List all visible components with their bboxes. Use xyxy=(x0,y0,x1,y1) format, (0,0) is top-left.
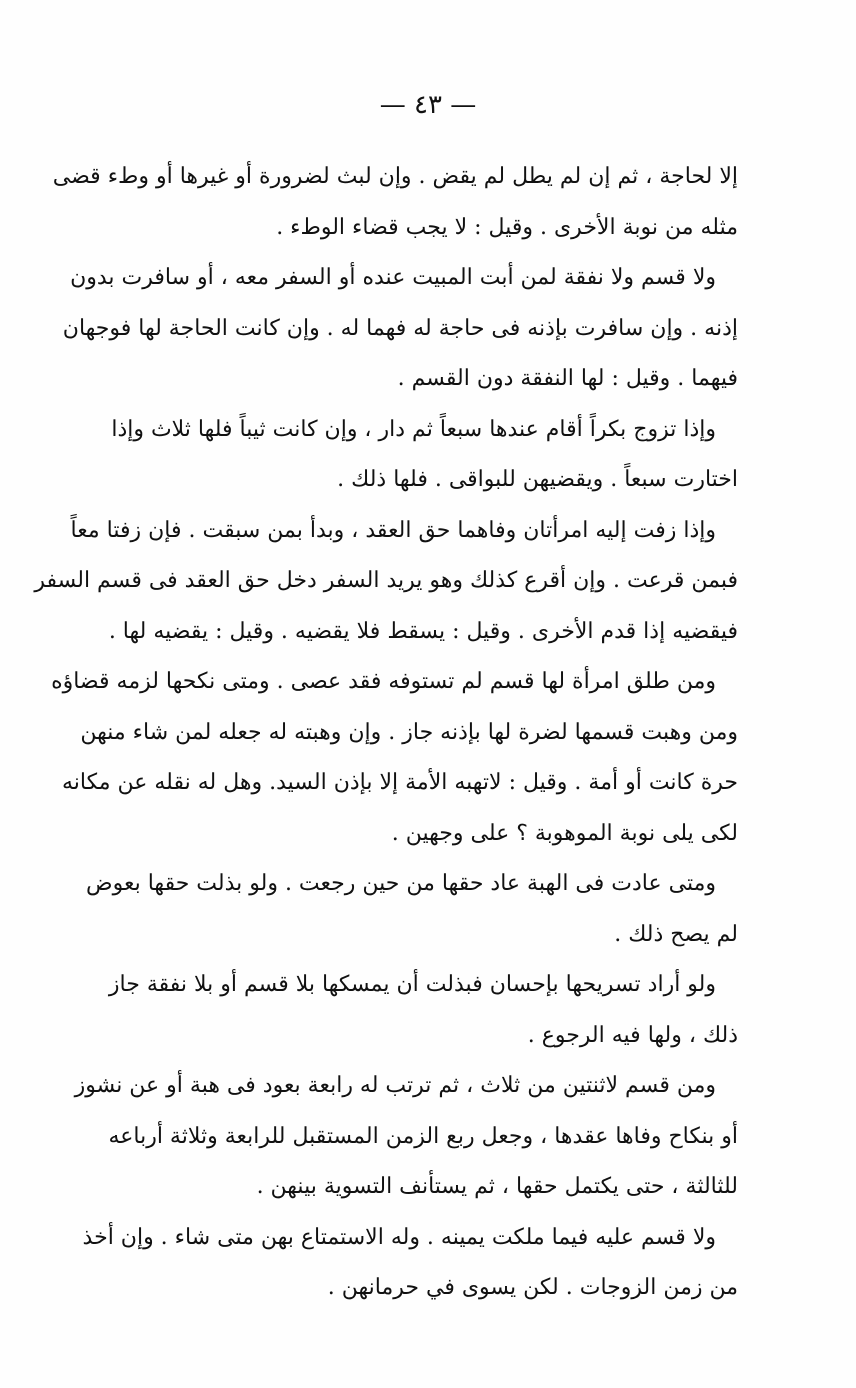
page-number: — ٤٣ — xyxy=(379,90,477,120)
text-line: وإذا تزوج بكراً أقام عندها سبعاً ثم دار ، وإن كانت ثيباً فلها ثلاث وإذا xyxy=(111,416,716,442)
text-line: ومتى عادت فى الهبة عاد حقها من حين رجعت . ولو بذلت حقها بعوض xyxy=(86,871,716,896)
body-text xyxy=(34,152,738,1314)
text-line: مثله من نوبة الأخرى . وقيل : لا يجب قضاء الوطء . xyxy=(276,214,738,240)
text-line: اختارت سبعاً . ويقضيهن للبواقى . فلها ذلك . xyxy=(337,467,738,492)
text-line: حرة كانت أو أمة . وقيل : لاتهبه الأمة إلا بإذن السيد. وهل له نقله عن مكانه xyxy=(61,770,738,795)
text-line: ومن طلق امرأة لها قسم لم تستوفه فقد عصى . ومتى نكحها لزمه قضاؤه xyxy=(51,669,716,694)
text-line: ومن وهبت قسمها لضرة لها بإذنه جاز . وإن وهبته له جعله لمن شاء منهن xyxy=(80,719,738,745)
text-line: فبمن قرعت . وإن أقرع كذلك وهو يريد السفر دخل حق العقد فى قسم السفر xyxy=(34,568,738,593)
text-line: ذلك ، ولها فيه الرجوع . xyxy=(527,1022,738,1048)
text-line: فيهما . وقيل : لها النفقة دون القسم . xyxy=(397,366,738,391)
text-line: ولا قسم عليه فيما ملكت يمينه . وله الاستمتاع بهن متى شاء . وإن أخذ xyxy=(82,1224,716,1250)
text-line: إذنه . وإن سافرت بإذنه فى حاجة له فهما له . وإن كانت الحاجة لها فوجهان xyxy=(62,315,738,341)
text-line: أو بنكاح وفاها عقدها ، وجعل ربع الزمن المستقبل للرابعة وثلاثة أرباعه xyxy=(108,1123,738,1149)
text-line: للثالثة ، حتى يكتمل حقها ، ثم يستأنف التسوية بينهن . xyxy=(256,1174,738,1199)
text-line: فيقضيه إذا قدم الأخرى . وقيل : يسقط فلا يقضيه . وقيل : يقضيه لها . xyxy=(108,618,738,644)
text-line: ولا قسم ولا نفقة لمن أبت المبيت عنده أو السفر معه ، أو سافرت بدون xyxy=(70,265,716,290)
text-line: إلا لحاجة ، ثم إن لم يطل لم يقض . وإن لبث لضرورة أو غيرها أو وطء قضى xyxy=(52,164,738,189)
text-line: لكى يلى نوبة الموهوبة ؟ على وجهين . xyxy=(391,820,738,846)
text-line: وإذا زفت إليه امرأتان وفاهما حق العقد ، وبدأ بمن سبقت . فإن زفتا معاً xyxy=(70,517,716,543)
text-line: ولو أراد تسريحها بإحسان فبذلت أن يمسكها بلا قسم أو بلا نفقة جاز xyxy=(108,972,716,997)
text-line: من زمن الزوجات . لكن يسوى في حرمانهن . xyxy=(327,1275,738,1300)
text-line: ومن قسم لاثنتين من ثلاث ، ثم ترتب له رابعة بعود فى هبة أو عن نشوز xyxy=(74,1073,716,1098)
text-line: لم يصح ذلك . xyxy=(614,921,738,947)
